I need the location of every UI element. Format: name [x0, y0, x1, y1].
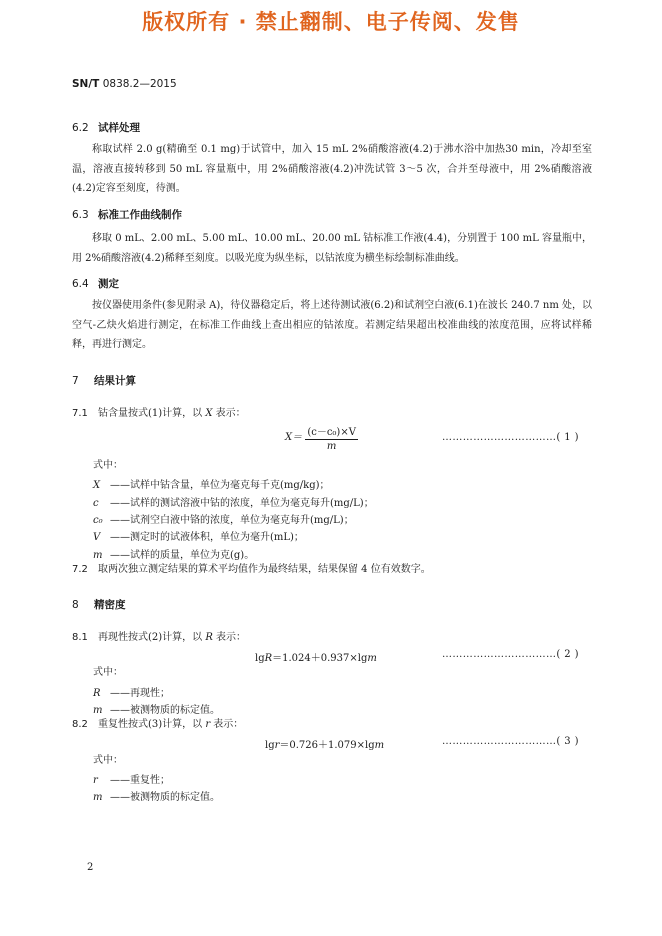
document-id	[72, 78, 177, 90]
definition-R: R ——再现性；	[93, 688, 170, 699]
heading-8: 8 精密度	[72, 599, 126, 611]
standard-prefix: SN/T	[72, 78, 100, 90]
equation-number-1: ( 1 )	[556, 432, 579, 443]
paragraph-6-2: 称取试样 2.0 g(精确至 0.1 mg)于试管中，加入 15 mL 2%硝酸溶液(4.2)于沸水浴中加热30 min，冷却至室温，溶液直接转移到 50 mL 容量瓶中，用 2%硝酸溶液(4.2)冲洗试管 3～5 次，合并至母液中，用 2%硝酸溶液(4.2)定容至刻度，待测。	[72, 144, 592, 194]
definition-c: c ——试样的测试溶液中钴的浓度，单位为毫克每升(mg/L)；	[93, 498, 374, 509]
equation-number-3: ( 3 )	[556, 736, 579, 747]
page-number: 2	[87, 862, 94, 873]
heading-6-3: 6.3 标准工作曲线制作	[72, 209, 182, 221]
clause-8-2: 8.2 重复性按式(3)计算，以 r 表示：	[72, 719, 244, 730]
equation-number-2: ( 2 )	[556, 649, 579, 660]
standard-number: 0838.2—2015	[102, 78, 177, 90]
formula-3: lgr＝0.726＋1.079×lgm	[265, 740, 385, 751]
where-label: 式中：	[93, 460, 123, 471]
definition-m-2: m ——被测物质的标定值。	[93, 705, 220, 716]
heading-6-2: 6.2 试样处理	[72, 122, 140, 134]
formula-2: lgR＝1.024＋0.937×lgm	[255, 653, 377, 664]
definition-V: V ——测定时的试液体积，单位为毫升(mL)；	[93, 532, 304, 543]
formula-3-leader: ……………………………( 3 )	[442, 736, 579, 747]
formula-2-leader: ……………………………( 2 )	[442, 649, 579, 660]
where-label-3: 式中：	[93, 755, 123, 766]
clause-7-2: 7.2 取两次独立测定结果的算术平均值作为最终结果，结果保留 4 位有效数字。	[72, 564, 431, 575]
formula-1: X＝ $\frac{\text{(c－c₀)×V}}{m}$	[285, 423, 358, 452]
definition-m-3: m ——被测物质的标定值。	[93, 792, 220, 803]
definition-r: r ——重复性；	[93, 775, 170, 786]
heading-6-4: 6.4 测定	[72, 278, 119, 290]
formula-1-fraction: $\frac{\text{(c－c₀)×V}}{m}$	[305, 423, 358, 452]
paragraph-6-3: 移取 0 mL、2.00 mL、5.00 mL、10.00 mL、20.00 mL 钴标准工作液(4.4)，分别置于 100 mL 容量瓶中，用 2%硝酸溶液(4.2)稀释至刻度。以吸光度为纵坐标，以钴浓度为横坐标绘制标准曲线。	[72, 233, 592, 264]
definition-m: m ——试样的质量，单位为克(g)。	[93, 550, 255, 561]
heading-7: 7 结果计算	[72, 375, 136, 387]
definition-c0: c₀ ——试剂空白液中铬的浓度，单位为毫克每升(mg/L)；	[93, 515, 354, 526]
paragraph-6-4: 按仪器使用条件(参见附录 A)，待仪器稳定后，将上述待测试液(6.2)和试剂空白液(6.1)在波长 240.7 nm 处，以空气-乙炔火焰进行测定，在标准工作曲线上查出相应的钴浓度。若测定结果超出校准曲线的浓度范围，应将试样稀释，再进行测定。	[72, 300, 592, 350]
definition-X: X ——试样中钴含量，单位为毫克每千克(mg/kg)；	[93, 480, 330, 491]
where-label-2: 式中：	[93, 667, 123, 678]
clause-7-1: 7.1 钴含量按式(1)计算，以 X 表示：	[72, 408, 246, 419]
clause-8-1: 8.1 再现性按式(2)计算，以 R 表示：	[72, 632, 247, 643]
copyright-watermark: 版权所有 · 禁止翻制、电子传阅、发售	[142, 10, 520, 34]
formula-1-leader: ……………………………( 1 )	[442, 432, 579, 443]
